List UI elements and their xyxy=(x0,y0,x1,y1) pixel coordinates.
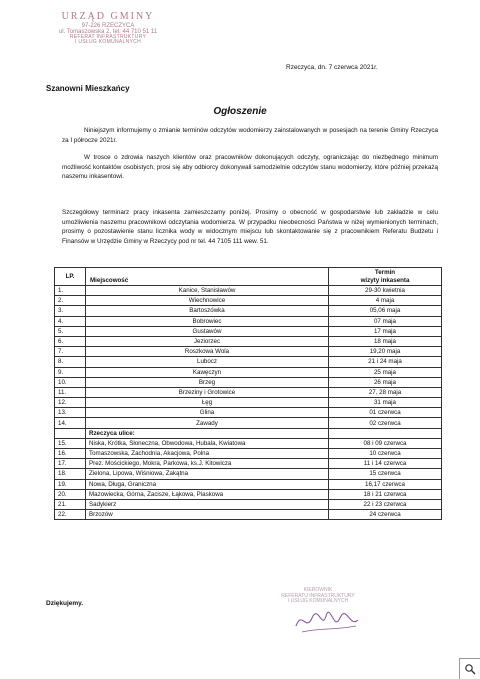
row-lp: 2. xyxy=(55,296,86,306)
row-place: Glina xyxy=(86,408,329,418)
row-term: 29-30 kwietnia xyxy=(329,286,442,296)
official-stamp xyxy=(258,588,378,605)
header-place: Miejscowość xyxy=(86,268,329,286)
row-term: 05,06 maja xyxy=(329,306,442,316)
row-place: Kanice, Stanisławów xyxy=(86,286,329,296)
row-lp: 4. xyxy=(55,316,86,326)
stamp-line: ul. Tomaszowska 2, tel. 44 710 51 11 xyxy=(58,28,158,35)
row-lp: 13. xyxy=(55,408,86,418)
table-row xyxy=(55,316,442,326)
row-term: 08 i 09 czerwca xyxy=(329,438,442,448)
section-term-cell xyxy=(329,428,442,438)
row-term: 19,20 maja xyxy=(329,347,442,357)
row-term: 11 i 14 czerwca xyxy=(329,459,442,469)
row-lp: 19. xyxy=(55,479,86,489)
row-term: 10 czerwca xyxy=(329,449,442,459)
row-term: 21 i 24 maja xyxy=(329,357,442,367)
stamp-line: 97-226 RZECZYCA xyxy=(81,22,135,29)
row-term: 26 maja xyxy=(329,377,442,387)
header-term xyxy=(329,268,442,286)
row-place: Kawęczyn xyxy=(86,367,329,377)
table-row xyxy=(55,357,442,367)
table-row xyxy=(55,326,442,336)
row-term: 01 czerwca xyxy=(329,408,442,418)
row-term: 4 maja xyxy=(329,296,442,306)
row-lp: 22. xyxy=(55,510,86,520)
row-place: Brzeziny i Grotowice xyxy=(86,387,329,397)
header-lp: LP. xyxy=(55,268,86,286)
paragraph-safety: W trosce o zdrowia naszych klientów oraz pracowników dokonujących odczyty, ograniczając do niezbędnego minimum możliwość kontaktów osobistych, prosi się aby odbiorcy dokonywali samodzielnie odczytów stanu wodomierzy, które później przekażą naszemu inkasentowi. xyxy=(62,154,438,181)
section-label: Rzeczyca ulice: xyxy=(86,428,329,438)
row-place: Mazowiecka, Górna, Zacisze, Łąkowa, Piaskowa xyxy=(86,489,329,499)
table-body-villages xyxy=(55,286,442,429)
row-lp: 12. xyxy=(55,398,86,408)
table-row xyxy=(55,347,442,357)
row-place: Sadykierz xyxy=(86,499,329,509)
row-lp: 14. xyxy=(55,418,86,428)
row-place: Brzozów xyxy=(86,510,329,520)
table-row xyxy=(55,408,442,418)
section-lp-cell xyxy=(55,428,86,438)
table-row xyxy=(55,398,442,408)
row-term: 22 i 23 czerwca xyxy=(329,499,442,509)
schedule-table xyxy=(54,267,442,520)
closing-thanks: Dziękujemy. xyxy=(46,600,84,607)
row-lp: 7. xyxy=(55,347,86,357)
row-place: Lubocz xyxy=(86,357,329,367)
table-row xyxy=(55,489,442,499)
row-place: Tomaszowska, Zachodnia, Akacjowa, Polna xyxy=(86,449,329,459)
paragraph-schedule-info: Szczegółowy terminarz pracy inkasenta zamieszczamy poniżej. Prosimy o obecność w gospodarstwie lub zakładzie w celu umożliwienia naszemu pracownikowi odczytania wodomierza. W przypadku nieobecności Państwa w niżej wymienionych terminach, prosimy o pozostawienie stanu licznika wody w widocznym miejscu lub skontaktowanie się z pracownikiem Referatu Budżetu i Finansów w Urzędzie Gminy w Rzeczycy pod nr tel. 44 7105 111 wew. 51. xyxy=(62,209,438,245)
stamp-line: KIEROWNIK xyxy=(303,587,333,593)
row-term: 18 i 21 czerwca xyxy=(329,489,442,499)
document-title: Ogłoszenie xyxy=(213,106,267,117)
row-place: Bobrowiec xyxy=(86,316,329,326)
handwritten-signature xyxy=(292,606,362,641)
table-row xyxy=(55,387,442,397)
document-date: Rzeczyca, dn. 7 czerwca 2021r. xyxy=(286,64,378,71)
row-term: 17 maja xyxy=(329,326,442,336)
row-term: 16,17 czerwca xyxy=(329,479,442,489)
row-lp: 20. xyxy=(55,489,86,499)
stamp-line: I USŁUG KOMUNALNYCH xyxy=(75,39,141,46)
row-place: Zielona, Lipowa, Wiśniowa, Zakątna xyxy=(86,469,329,479)
table-row xyxy=(55,510,442,520)
row-term: 27, 28 maja xyxy=(329,387,442,397)
row-place: Zawady xyxy=(86,418,329,428)
table-section xyxy=(55,428,442,438)
row-lp: 10. xyxy=(55,377,86,387)
table-row xyxy=(55,499,442,509)
row-term: 02 czerwca xyxy=(329,418,442,428)
row-lp: 15. xyxy=(55,438,86,448)
row-lp: 21. xyxy=(55,499,86,509)
header-term-line2: wizyty inkasenta xyxy=(360,277,410,284)
row-place: Gustawów xyxy=(86,326,329,336)
table-row xyxy=(55,479,442,489)
row-place: Roszkowa Wola xyxy=(86,347,329,357)
row-place: Prez. Mościckiego, Mokra, Parkowa, ks.J. Kitowicza xyxy=(86,459,329,469)
stamp-line: REFERATU INFRASTRUKTURY xyxy=(281,592,355,599)
row-term: 18 maja xyxy=(329,336,442,346)
section-row xyxy=(55,428,442,438)
salutation: Szanowni Mieszkańcy xyxy=(46,84,130,93)
row-lp: 8. xyxy=(55,357,86,367)
row-term: 24 czerwca xyxy=(329,510,442,520)
row-lp: 16. xyxy=(55,449,86,459)
table-body-streets xyxy=(55,438,442,520)
row-place: Niska, Krótka, Słoneczna, Obwodowa, Hubala, Kwiatowa xyxy=(86,438,329,448)
table-row xyxy=(55,306,442,316)
row-lp: 5. xyxy=(55,326,86,336)
row-term: 31 maja xyxy=(329,398,442,408)
table-row xyxy=(55,336,442,346)
paragraph-intro: Niniejszym informujemy o zmianie terminów odczytów wodomierzy zainstalowanych w posesjach na terenie Gminy Rzeczyca za I półrocze 2021r. xyxy=(62,127,438,144)
row-place: Brzeg xyxy=(86,377,329,387)
table-header-row xyxy=(55,268,442,286)
table-row xyxy=(55,296,442,306)
table-row xyxy=(55,449,442,459)
office-stamp xyxy=(58,12,158,46)
table-row xyxy=(55,418,442,428)
header-term-line1: Termin xyxy=(374,269,396,276)
row-place: Nowa, Długa, Graniczna xyxy=(86,479,329,489)
row-lp: 11. xyxy=(55,387,86,397)
row-place: Łęg xyxy=(86,398,329,408)
table-row xyxy=(55,438,442,448)
row-lp: 1. xyxy=(55,286,86,296)
stamp-line: I USŁUG KOMUNALNYCH xyxy=(287,598,349,604)
row-term: 15 czerwca xyxy=(329,469,442,479)
table-row xyxy=(55,459,442,469)
row-place: Jeziorzec xyxy=(86,336,329,346)
magnifier-icon[interactable] xyxy=(459,658,480,679)
table-row xyxy=(55,367,442,377)
row-lp: 6. xyxy=(55,336,86,346)
row-place: Bartoszówka xyxy=(86,306,329,316)
row-lp: 3. xyxy=(55,306,86,316)
table-row xyxy=(55,469,442,479)
row-term: 25 maja xyxy=(329,367,442,377)
stamp-line: URZĄD GMINY xyxy=(61,11,155,22)
row-place: Wiechnowice xyxy=(86,296,329,306)
row-lp: 9. xyxy=(55,367,86,377)
row-lp: 18. xyxy=(55,469,86,479)
stamp-line: REFERAT INFRASTRUKTURY xyxy=(69,34,147,41)
row-term: 07 maja xyxy=(329,316,442,326)
row-lp: 17. xyxy=(55,459,86,469)
table-row xyxy=(55,377,442,387)
table-row xyxy=(55,286,442,296)
